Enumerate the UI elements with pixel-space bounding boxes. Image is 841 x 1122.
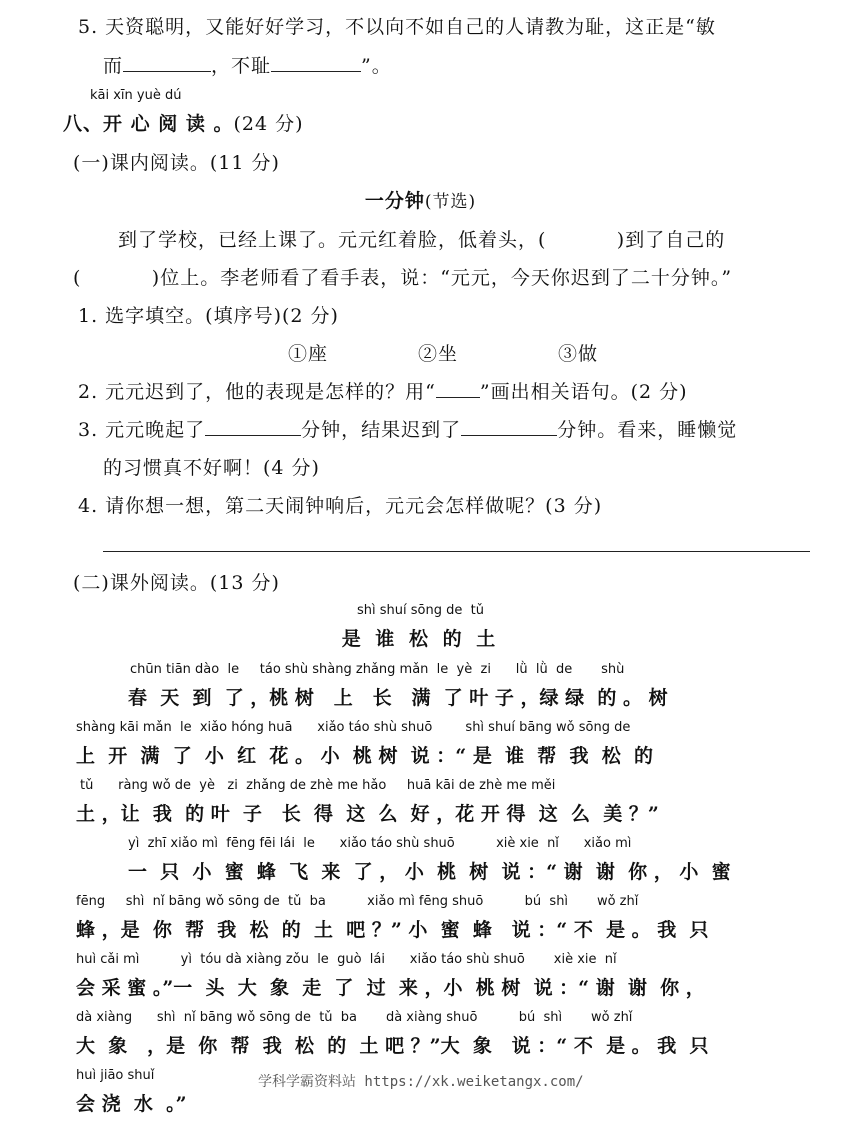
text-line-3: 土 ，让 我 的 叶 子 长 得 这 么 好 ，花 开 得 这 么 美 ？”	[76, 803, 659, 825]
passage-title-line	[0, 186, 841, 213]
pinyin-line-1: chūn tiān dào le táo shù shàng zhǎng mǎn le yè zi lǜ lǜ de shù	[130, 662, 625, 677]
section8-heading	[63, 109, 304, 136]
q2-text-b: ”画出相关语句。(2 分)	[479, 381, 688, 403]
q3-blank-1[interactable]	[205, 417, 301, 436]
part2-title: 是 谁 松 的 土	[341, 628, 500, 650]
pinyin-line-3: tǔ ràng wǒ de yè zi zhǎng de zhè me hǎo huā kāi de zhè me měi	[80, 778, 556, 793]
q2-text-a: 2. 元元迟到了，他的表现是怎样的？用“	[78, 381, 436, 403]
question-4: 4. 请你想一想，第二天闹钟响后，元元会怎样做呢？(3 分)	[78, 495, 603, 517]
footer-watermark: 学科学霸资料站 https://xk.weiketangx.com/	[258, 1074, 584, 1090]
text-line-8: 会 浇 水 。”	[76, 1093, 187, 1115]
q4-answer-line[interactable]	[103, 551, 810, 552]
q5-line2	[103, 51, 392, 78]
q5-text-b: ，不耻	[211, 55, 272, 77]
question-2	[78, 377, 688, 404]
q5-line1: 5. 天资聪明，又能好好学习，不以向不如自己的人请教为耻，这正是“敏	[78, 16, 716, 38]
passage-line-2: ( )位上。李老师看了看手表，说：“元元，今天你迟到了二十分钟。”	[73, 267, 733, 289]
pinyin-line-5: fēng shì nǐ bāng wǒ sōng de tǔ ba xiǎo mì fēng shuō bú shì wǒ zhǐ	[76, 894, 639, 909]
pinyin-line-2: shàng kāi mǎn le xiǎo hóng huā xiǎo táo shù shuō shì shuí bāng wǒ sōng de	[76, 720, 631, 735]
q2-underline-sample	[436, 379, 480, 398]
q3-text-b: 分钟，结果迟到了	[301, 419, 462, 441]
text-line-6: 会 采 蜜 。”一 头 大 象 走 了 过 来 ，小 桃 树 说 ：“ 谢 谢 你 ，	[76, 977, 705, 999]
option-3: ③做	[558, 343, 599, 365]
option-1: ①座	[288, 343, 329, 365]
option-2: ②坐	[418, 343, 459, 365]
part2-title-pinyin: shì shuí sōng de tǔ	[357, 603, 484, 618]
passage-title: 一分钟	[364, 190, 425, 212]
text-line-2: 上 开 满 了 小 红 花 。 小 桃 树 说 ：“ 是 谁 帮 我 松 的	[76, 745, 653, 767]
q5-blank-2[interactable]	[271, 53, 361, 72]
question-3-line2: 的习惯真不好啊！(4 分)	[103, 457, 320, 479]
question-1: 1. 选字填空。(填序号)(2 分)	[78, 305, 339, 327]
section8-score: (24 分)	[233, 113, 304, 135]
q5-blank-1[interactable]	[123, 53, 211, 72]
q3-text-a: 3. 元元晚起了	[78, 419, 206, 441]
part1-heading: (一)课内阅读。(11 分)	[73, 152, 280, 174]
q5-text-a: 而	[103, 55, 124, 77]
pinyin-line-7: dà xiàng shì nǐ bāng wǒ sōng de tǔ ba dà xiàng shuō bú shì wǒ zhǐ	[76, 1010, 633, 1025]
text-line-1: 春 天 到 了 ，桃 树 上 长 满 了 叶 子 ，绿 绿 的 。 树	[128, 687, 668, 709]
q1-options	[288, 339, 598, 366]
section8-title: 八、开 心 阅 读 。	[63, 113, 234, 135]
text-line-4: 一 只 小 蜜 蜂 飞 来 了 ， 小 桃 树 说 ：“ 谢 谢 你 ， 小 蜜	[128, 861, 731, 883]
question-3	[78, 415, 737, 442]
text-line-5: 蜂 ，是 你 帮 我 松 的 土 吧 ？” 小 蜜 蜂 说 ：“ 不 是 。 我 只	[76, 919, 709, 941]
pinyin-line-6: huì cǎi mì yì tóu dà xiàng zǒu le guò lái xiǎo táo shù shuō xiè xie nǐ	[76, 952, 617, 967]
q3-blank-2[interactable]	[461, 417, 557, 436]
part2-heading: (二)课外阅读。(13 分)	[73, 572, 280, 594]
pinyin-line-4: yì zhī xiǎo mì fēng fēi lái le xiǎo táo shù shuō xiè xie nǐ xiǎo mì	[128, 836, 632, 851]
passage-line-1: 到了学校，已经上课了。元元红着脸，低着头，( )到了自己的	[118, 229, 726, 251]
passage-note: (节选)	[424, 192, 477, 212]
q3-text-c: 分钟。看来，睡懒觉	[557, 419, 738, 441]
text-line-7: 大 象 ，是 你 帮 我 松 的 土 吧 ？”大 象 说 ：“ 不 是 。 我 只	[76, 1035, 709, 1057]
q5-text-c: ”。	[361, 55, 392, 77]
pinyin-line-8: huì jiāo shuǐ	[76, 1068, 155, 1083]
section8-pinyin: kāi xīn yuè dú	[90, 88, 182, 103]
